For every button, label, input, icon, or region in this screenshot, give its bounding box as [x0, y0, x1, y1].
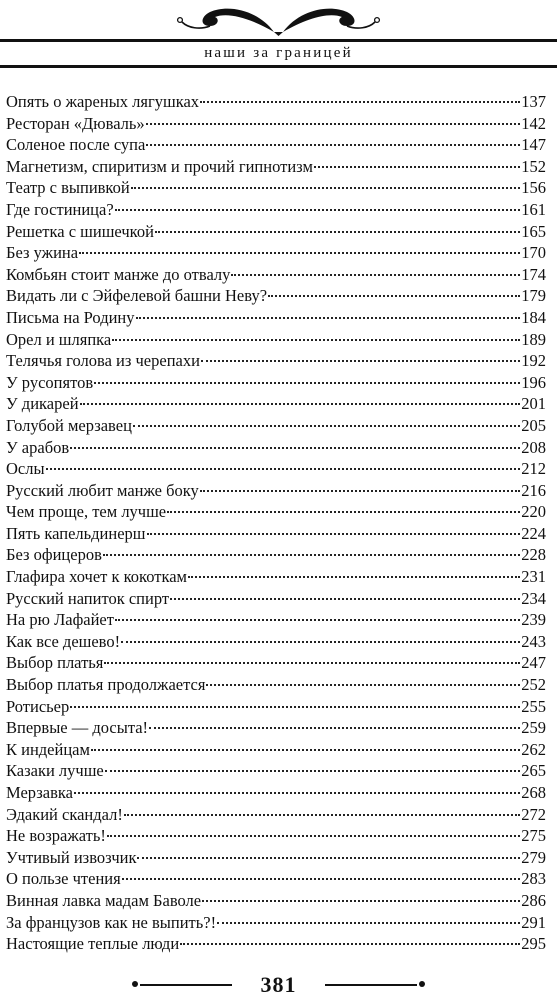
toc-entry-page: 283: [521, 869, 546, 889]
toc-entry-page: 268: [521, 783, 546, 802]
dot-leader: [147, 533, 521, 535]
toc-entry-title: Ресторан «Дюваль»: [6, 113, 145, 133]
dot-leader: [188, 576, 520, 578]
dot-leader: [201, 360, 520, 362]
toc-entry: [6, 437, 546, 459]
dot-leader: [217, 922, 520, 924]
footer-dot-right: [419, 981, 425, 987]
toc-entry-title: Русский любит манже боку: [6, 480, 199, 500]
dot-leader: [149, 727, 520, 729]
toc-entry-page: 192: [521, 351, 546, 371]
dot-leader: [124, 814, 520, 816]
table-of-contents: [6, 91, 546, 955]
toc-entry-title: Чем проще, тем лучше: [6, 502, 167, 522]
toc-entry: [6, 760, 546, 782]
toc-entry: [6, 868, 546, 890]
toc-entry-page: 156: [521, 178, 546, 198]
dot-leader: [136, 317, 521, 319]
toc-entry-title: Где гостиница?: [6, 199, 114, 219]
toc-entry-page: 262: [521, 739, 546, 759]
toc-entry-page: 152: [521, 156, 546, 176]
toc-entry: [6, 501, 546, 523]
toc-entry: [6, 652, 546, 674]
toc-entry: [6, 717, 546, 739]
toc-entry: [6, 329, 546, 351]
toc-entry: [6, 523, 546, 545]
running-head: наши за границей: [204, 45, 353, 61]
toc-entry-title: К индейцам: [6, 739, 90, 759]
toc-entry-page: 286: [521, 890, 546, 910]
toc-entry: [6, 177, 546, 199]
toc-entry: [6, 588, 546, 610]
toc-entry-title: Казаки лучше: [6, 761, 104, 781]
toc-entry: [6, 415, 546, 437]
header-rule-top: [0, 39, 557, 42]
dot-leader: [103, 554, 520, 556]
page-footer: [0, 970, 557, 1000]
toc-entry-title: У русопятов: [6, 372, 94, 392]
toc-entry-title: Выбор платья продолжается: [6, 675, 206, 695]
toc-entry-page: 279: [521, 847, 546, 867]
toc-entry-title: Театр с выпивкой: [6, 178, 130, 198]
dot-leader: [206, 684, 520, 686]
dot-leader: [79, 252, 520, 254]
toc-entry-title: За французов как не выпить?!: [6, 912, 217, 932]
flourish-ornament-icon: [170, 2, 387, 36]
toc-entry-page: 165: [521, 221, 546, 241]
toc-entry-title: У дикарей: [6, 394, 79, 414]
toc-entry-page: 291: [521, 912, 546, 932]
toc-entry: [6, 221, 546, 243]
toc-entry-page: 259: [521, 718, 546, 738]
toc-entry: [6, 544, 546, 566]
dot-leader: [121, 641, 520, 643]
toc-entry-title: Учтивый извозчик: [6, 847, 137, 867]
dot-leader: [180, 943, 520, 945]
dot-leader: [104, 662, 520, 664]
toc-entry-title: Опять о жареных лягушках: [6, 92, 200, 111]
toc-entry: [6, 480, 546, 502]
toc-entry: [6, 609, 546, 631]
dot-leader: [200, 490, 520, 492]
toc-entry-page: 275: [521, 826, 546, 846]
toc-entry: [6, 782, 546, 804]
toc-entry-title: Как все дешево!: [6, 631, 121, 651]
toc-entry: [6, 372, 546, 394]
toc-entry-page: 212: [521, 459, 546, 479]
dot-leader: [70, 706, 520, 708]
dot-leader: [70, 447, 520, 449]
toc-entry-page: 142: [521, 113, 546, 133]
toc-entry-page: 184: [521, 307, 546, 327]
toc-entry-page: 208: [521, 437, 546, 457]
toc-entry-title: Русский напиток спирт: [6, 588, 170, 608]
toc-entry-page: 179: [521, 286, 546, 306]
toc-entry: [6, 847, 546, 869]
toc-entry-page: 252: [521, 675, 546, 695]
dot-leader: [91, 749, 520, 751]
toc-entry: [6, 242, 546, 264]
toc-entry: [6, 113, 546, 135]
toc-entry-page: 234: [521, 588, 546, 608]
toc-entry-page: 243: [521, 631, 546, 651]
dot-leader: [200, 101, 520, 103]
toc-entry-title: Винная лавка мадам Баволе: [6, 890, 202, 910]
page-header: [0, 0, 557, 78]
toc-entry-title: Магнетизм, спиритизм и прочий гипнотизм: [6, 156, 313, 176]
toc-entry: [6, 458, 546, 480]
toc-entry: [6, 696, 546, 718]
toc-entry-title: Без офицеров: [6, 545, 102, 565]
toc-entry-title: Впервые — досыта!: [6, 718, 149, 738]
toc-entry-title: Голубой мерзавец: [6, 415, 132, 435]
toc-entry: [6, 91, 546, 113]
toc-entry-page: 220: [521, 502, 546, 522]
toc-entry-title: Настоящие теплые люди: [6, 934, 180, 954]
dot-leader: [112, 339, 520, 341]
toc-entry: [6, 393, 546, 415]
toc-entry-page: 247: [521, 653, 546, 673]
toc-entry: [6, 350, 546, 372]
toc-entry-page: 201: [521, 394, 546, 414]
toc-entry-page: 189: [521, 329, 546, 349]
toc-entry-title: Выбор платья: [6, 653, 104, 673]
toc-entry-title: Ротисьер: [6, 696, 70, 716]
toc-entry: [6, 156, 546, 178]
dot-leader: [268, 295, 520, 297]
toc-entry-title: Ослы: [6, 459, 45, 479]
toc-entry: [6, 674, 546, 696]
page-number: 381: [260, 972, 297, 997]
toc-entry: [6, 825, 546, 847]
toc-entry-page: 272: [521, 804, 546, 824]
dot-leader: [146, 144, 520, 146]
dot-leader: [74, 792, 520, 794]
toc-entry: [6, 739, 546, 761]
dot-leader: [133, 425, 520, 427]
toc-entry-page: 161: [521, 199, 546, 219]
dot-leader: [115, 209, 521, 211]
header-rule-bottom: [0, 65, 557, 68]
toc-entry-title: Не возражать!: [6, 826, 106, 846]
toc-entry-title: Телячья голова из черепахи: [6, 351, 200, 371]
toc-entry-title: У арабов: [6, 437, 70, 457]
dot-leader: [314, 166, 520, 168]
toc-entry-title: Соленое после супа: [6, 135, 146, 155]
toc-entry-page: 174: [521, 264, 546, 284]
toc-entry: [6, 631, 546, 653]
toc-entry: [6, 804, 546, 826]
toc-entry: [6, 285, 546, 307]
toc-entry-page: 228: [521, 545, 546, 565]
toc-entry-page: 255: [521, 696, 546, 716]
toc-entry: [6, 933, 546, 955]
toc-entry-page: 224: [521, 523, 546, 543]
dot-leader: [107, 835, 520, 837]
toc-entry-page: 231: [521, 567, 546, 587]
toc-entry-title: Видать ли с Эйфелевой башни Неву?: [6, 286, 268, 306]
toc-entry-page: 239: [521, 610, 546, 630]
toc-entry-title: Без ужина: [6, 243, 79, 263]
toc-entry-title: Мерзавка: [6, 783, 73, 802]
toc-entry-title: Комбьян стоит манже до отвалу: [6, 264, 231, 284]
toc-entry-title: Орел и шляпка: [6, 329, 112, 349]
dot-leader: [167, 511, 520, 513]
toc-entry-page: 196: [521, 372, 546, 392]
toc-entry: [6, 134, 546, 156]
toc-entry-title: Пять капельдинерш: [6, 523, 146, 543]
dot-leader: [80, 403, 521, 405]
dot-leader: [146, 123, 521, 125]
footer-rule-right: [325, 984, 417, 986]
toc-entry-title: О пользе чтения: [6, 869, 121, 889]
toc-entry-title: Эдакий скандал!: [6, 804, 123, 824]
toc-entry: [6, 307, 546, 329]
dot-leader: [137, 857, 520, 859]
toc-entry: [6, 566, 546, 588]
dot-leader: [155, 231, 520, 233]
toc-entry: [6, 264, 546, 286]
dot-leader: [46, 468, 521, 470]
dot-leader: [131, 187, 521, 189]
toc-entry-page: 170: [521, 243, 546, 263]
toc-entry-page: 295: [521, 934, 546, 954]
dot-leader: [202, 900, 520, 902]
dot-leader: [170, 598, 520, 600]
toc-entry-page: 147: [521, 135, 546, 155]
dot-leader: [105, 770, 521, 772]
toc-entry-title: На рю Лафайет: [6, 610, 114, 630]
toc-entry-page: 205: [521, 415, 546, 435]
toc-entry-page: 137: [521, 92, 546, 111]
dot-leader: [122, 878, 521, 880]
toc-entry-title: Глафира хочет к кокоткам: [6, 567, 188, 587]
toc-entry: [6, 199, 546, 221]
dot-leader: [94, 382, 520, 384]
toc-entry-page: 265: [521, 761, 546, 781]
toc-entry-title: Письма на Родину: [6, 307, 135, 327]
dot-leader: [115, 619, 520, 621]
toc-entry: [6, 912, 546, 934]
toc-entry-title: Решетка с шишечкой: [6, 221, 154, 241]
toc-entry: [6, 890, 546, 912]
toc-entry-page: 216: [521, 480, 546, 500]
dot-leader: [231, 274, 520, 276]
